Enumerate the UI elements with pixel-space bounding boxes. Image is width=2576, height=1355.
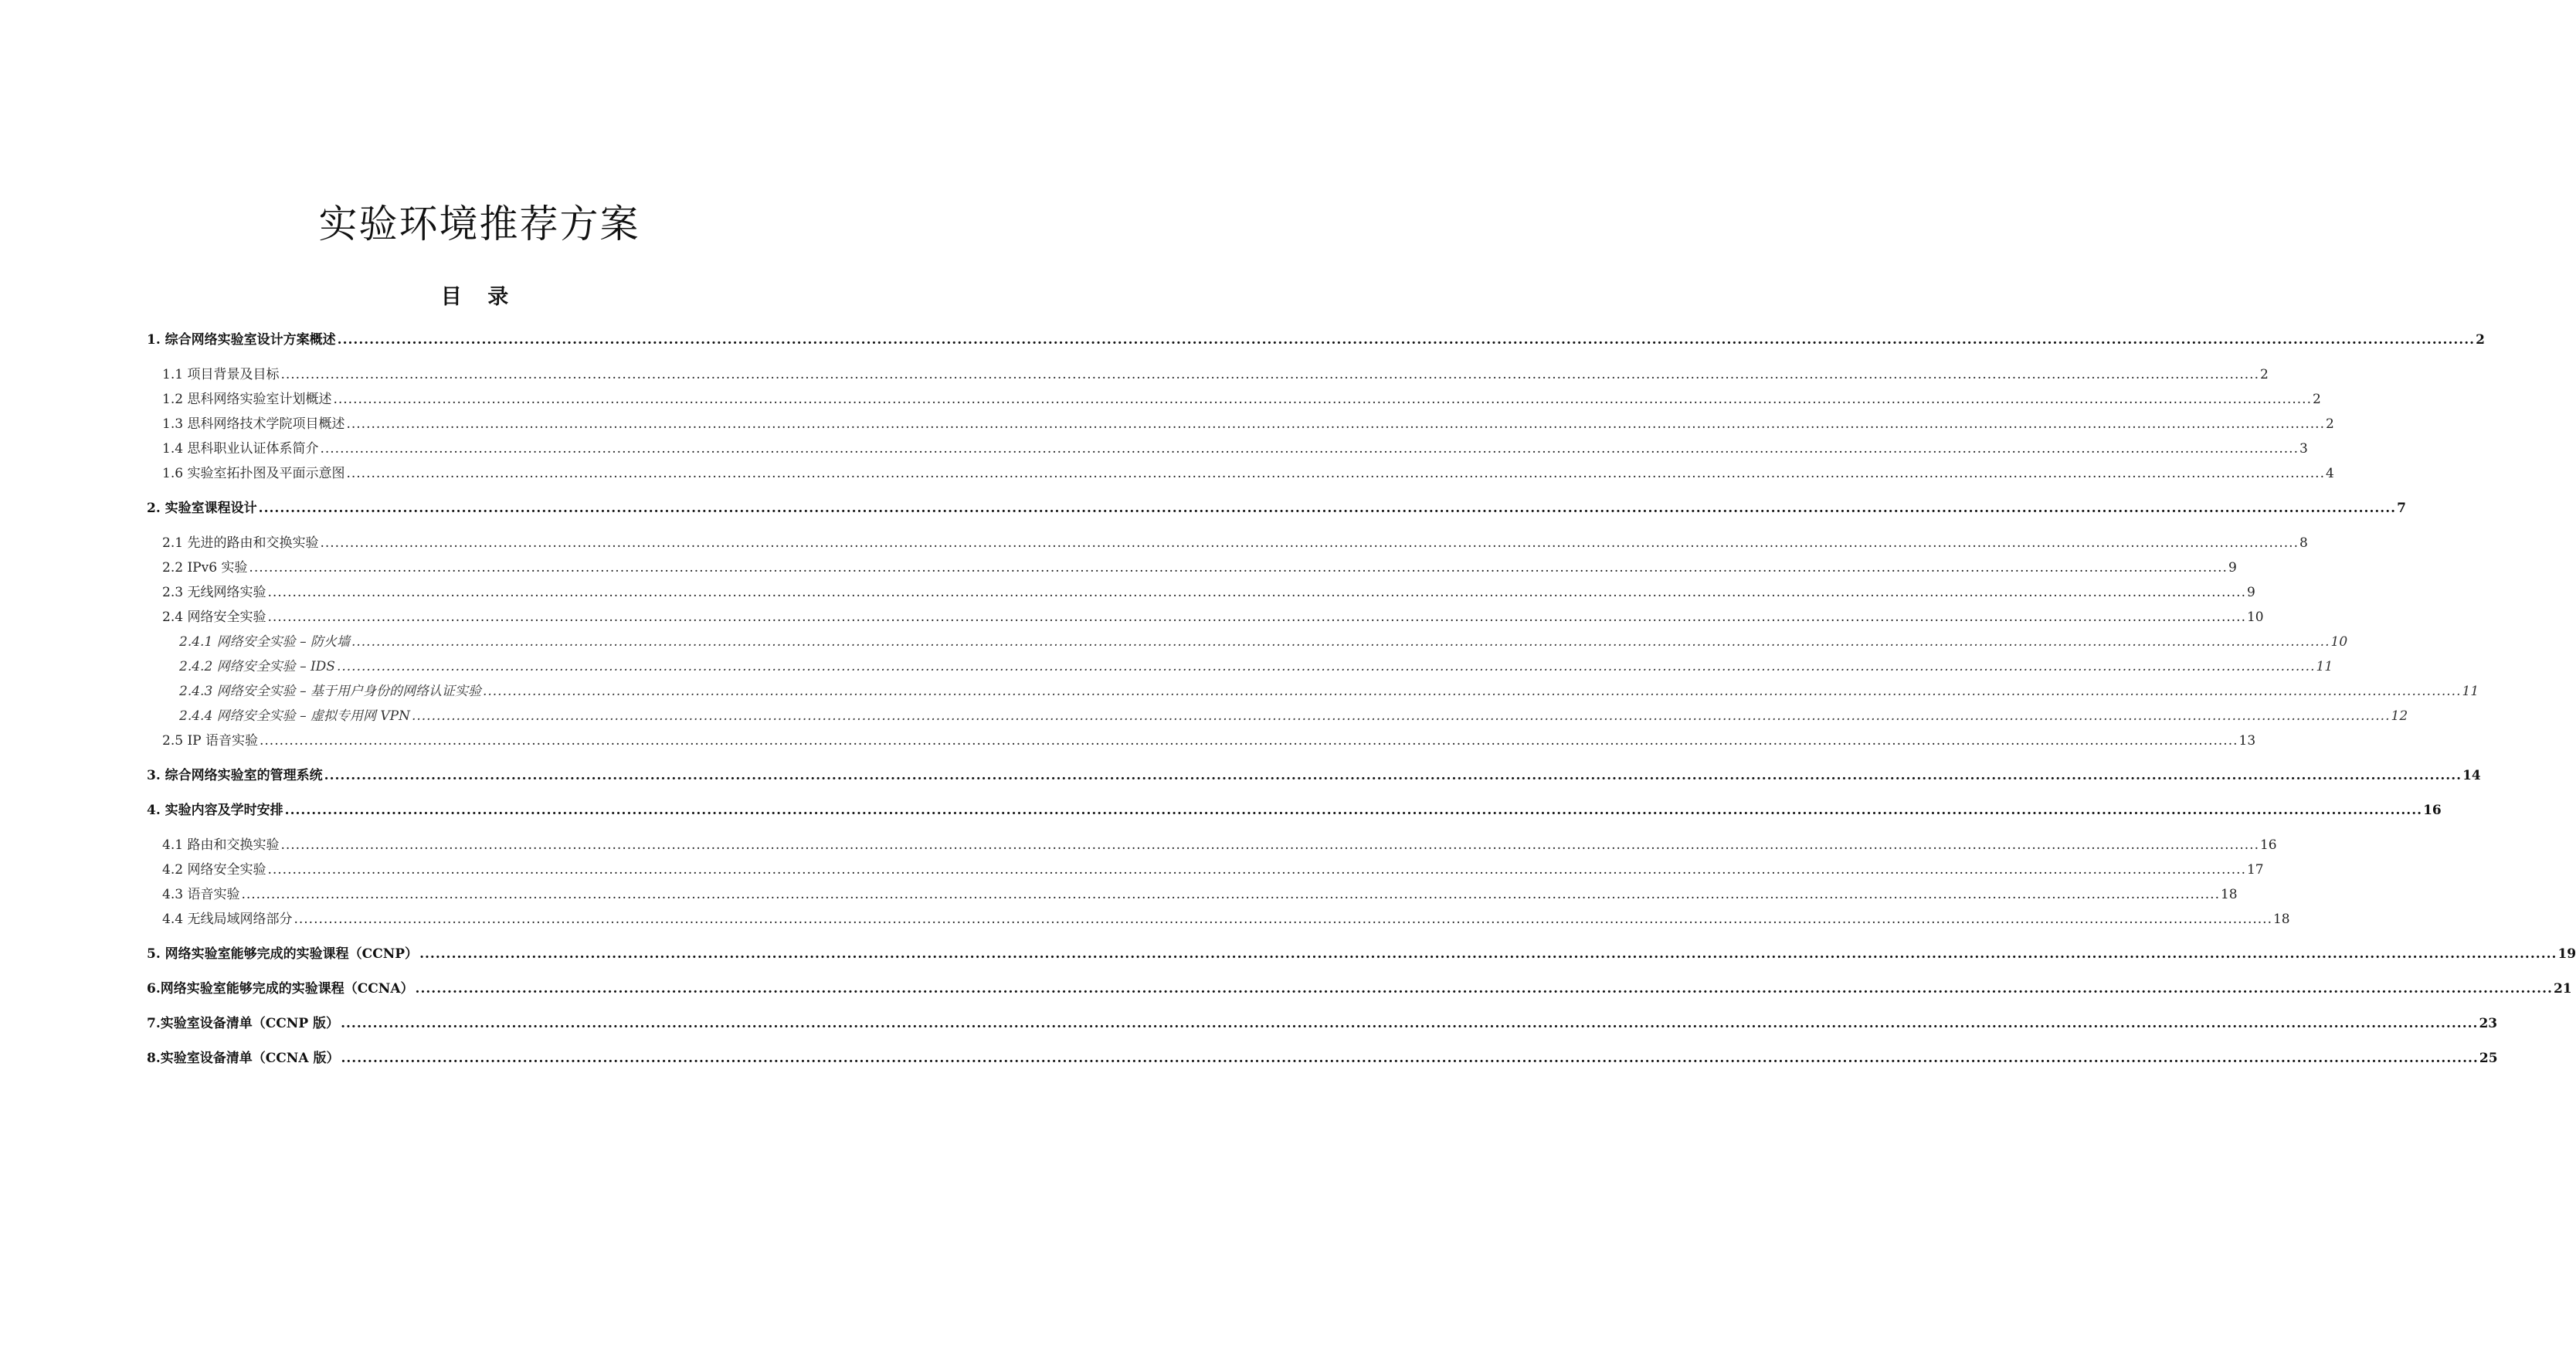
toc-dot-leader: ................................................................................................................................................................................................................................................................................................................................................................................................................ — [294, 912, 2272, 927]
toc-entry-label: 1.6 实验室拓扑图及平面示意图 — [162, 466, 345, 481]
toc-dot-leader: ................................................................................................................................................................................................................................................................................................................................................................................................................ — [280, 837, 2259, 853]
toc-entry-page-number: 11 — [2462, 684, 2479, 699]
toc-entry[interactable] — [179, 680, 2479, 703]
toc-dot-leader: ................................................................................................................................................................................................................................................................................................................................................................................................................ — [411, 708, 2391, 724]
toc-entry-label: 7.实验室设备清单（CCNP 版） — [147, 1016, 340, 1031]
toc-entry-label: 8.实验室设备清单（CCNA 版） — [147, 1051, 340, 1066]
toc-entry-label: 2.4.1 网络安全实验 – 防火墙 — [179, 634, 350, 650]
toc-entry[interactable] — [162, 834, 2277, 857]
toc-entry[interactable] — [162, 581, 2255, 604]
toc-entry[interactable] — [179, 705, 2408, 728]
toc-entry-page-number: 18 — [2220, 887, 2238, 902]
toc-entry-page-number: 9 — [2246, 585, 2255, 600]
toc-entry-page-number: 4 — [2325, 466, 2334, 481]
toc-dot-leader: ................................................................................................................................................................................................................................................................................................................................................................................................................ — [346, 416, 2325, 432]
toc-dot-leader: ................................................................................................................................................................................................................................................................................................................................................................................................................ — [336, 659, 2316, 674]
toc-entry-page-number: 25 — [2479, 1051, 2498, 1066]
toc-dot-leader: ................................................................................................................................................................................................................................................................................................................................................................................................................ — [341, 1016, 2479, 1031]
toc-entry[interactable] — [162, 556, 2237, 579]
toc-entry-page-number: 12 — [2391, 708, 2408, 724]
toc-entry-label: 2.2 IPv6 实验 — [162, 560, 248, 576]
toc-dot-leader: ................................................................................................................................................................................................................................................................................................................................................................................................................ — [241, 887, 2220, 902]
toc-entry-label: 2. 实验室课程设计 — [147, 501, 257, 516]
toc-entry-label: 1.4 思科职业认证体系简介 — [162, 441, 319, 457]
toc-dot-leader: ................................................................................................................................................................................................................................................................................................................................................................................................................ — [284, 803, 2423, 818]
toc-entry[interactable] — [162, 462, 2334, 485]
toc-dot-leader: ................................................................................................................................................................................................................................................................................................................................................................................................................ — [346, 466, 2325, 481]
toc-entry-page-number: 16 — [2423, 803, 2442, 818]
toc-dot-leader: ................................................................................................................................................................................................................................................................................................................................................................................................................ — [260, 733, 2238, 749]
toc-entry[interactable] — [147, 1047, 2498, 1070]
toc-dot-leader: ................................................................................................................................................................................................................................................................................................................................................................................................................ — [267, 585, 2246, 600]
toc-dot-leader: ................................................................................................................................................................................................................................................................................................................................................................................................................ — [320, 441, 2299, 457]
toc-entry-label: 2.1 先进的路由和交换实验 — [162, 535, 319, 551]
toc-entry-page-number: 16 — [2259, 837, 2277, 853]
toc-entry-page-number: 9 — [2228, 560, 2237, 576]
toc-entry[interactable] — [162, 388, 2321, 411]
toc-entry-page-number: 21 — [2553, 981, 2572, 997]
toc-entry-page-number: 17 — [2246, 862, 2264, 878]
toc-entry-page-number: 10 — [2246, 610, 2264, 625]
toc-dot-leader: ................................................................................................................................................................................................................................................................................................................................................................................................................ — [333, 392, 2312, 407]
toc-entry-page-number: 8 — [2299, 535, 2308, 551]
toc-entry-label: 4.3 语音实验 — [162, 887, 240, 902]
toc-entry[interactable] — [147, 1012, 2498, 1035]
toc-entry-page-number: 19 — [2557, 946, 2576, 962]
toc-entry-page-number: 7 — [2397, 501, 2406, 516]
toc-entry-label: 1.2 思科网络实验室计划概述 — [162, 392, 332, 407]
toc-entry-page-number: 2 — [2259, 367, 2269, 382]
toc-entry-page-number: 18 — [2272, 912, 2290, 927]
toc-entry[interactable] — [147, 799, 2442, 822]
toc-dot-leader: ................................................................................................................................................................................................................................................................................................................................................................................................................ — [419, 946, 2557, 962]
toc-entry-label: 4.2 网络安全实验 — [162, 862, 266, 878]
toc-entry[interactable] — [162, 363, 2269, 386]
toc-entry-page-number: 2 — [2312, 392, 2321, 407]
toc-entry-label: 3. 综合网络实验室的管理系统 — [147, 768, 323, 783]
toc-entry-label: 1. 综合网络实验室设计方案概述 — [147, 332, 336, 348]
toc-entry-page-number: 3 — [2299, 441, 2308, 457]
toc-entry-label: 2.3 无线网络实验 — [162, 585, 266, 600]
toc-dot-leader: ................................................................................................................................................................................................................................................................................................................................................................................................................ — [320, 535, 2299, 551]
toc-dot-leader: ................................................................................................................................................................................................................................................................................................................................................................................................................ — [351, 634, 2330, 650]
toc-entry[interactable] — [179, 655, 2333, 678]
toc-entry-label: 2.4 网络安全实验 — [162, 610, 266, 625]
toc-entry-label: 6.网络实验室能够完成的实验课程（CCNA） — [147, 981, 414, 997]
toc-dot-leader: ................................................................................................................................................................................................................................................................................................................................................................................................................ — [280, 367, 2259, 382]
toc-entry-label: 4.4 无线局域网络部分 — [162, 912, 293, 927]
toc-entry[interactable] — [162, 606, 2264, 629]
toc-entry-label: 2.5 IP 语音实验 — [162, 733, 258, 749]
toc-dot-leader: ................................................................................................................................................................................................................................................................................................................................................................................................................ — [258, 501, 2397, 516]
toc-entry-page-number: 13 — [2238, 733, 2256, 749]
toc-entry[interactable] — [147, 764, 2481, 787]
toc-entry-label: 5. 网络实验室能够完成的实验课程（CCNP） — [147, 946, 419, 962]
toc-entry-label: 2.4.3 网络安全实验 – 基于用户身份的网络认证实验 — [179, 684, 481, 699]
toc-entry-page-number: 2 — [2325, 416, 2334, 432]
toc-entry-label: 4.1 路由和交换实验 — [162, 837, 280, 853]
toc-entry-page-number: 14 — [2462, 768, 2481, 783]
toc-entry[interactable] — [162, 531, 2308, 555]
toc-dot-leader: ................................................................................................................................................................................................................................................................................................................................................................................................................ — [337, 332, 2476, 348]
toc-entry[interactable] — [162, 908, 2290, 931]
toc-dot-leader: ................................................................................................................................................................................................................................................................................................................................................................................................................ — [482, 684, 2462, 699]
toc-dot-leader: ................................................................................................................................................................................................................................................................................................................................................................................................................ — [249, 560, 2228, 576]
toc-entry[interactable] — [147, 942, 2576, 966]
toc-entry[interactable] — [162, 437, 2308, 460]
document-title: 实验环境推荐方案 — [318, 202, 640, 246]
toc-entry[interactable] — [147, 977, 2572, 1000]
toc-entry-page-number: 23 — [2479, 1016, 2498, 1031]
toc-entry-label: 2.4.2 网络安全实验 – IDS — [179, 659, 335, 674]
toc-dot-leader: ................................................................................................................................................................................................................................................................................................................................................................................................................ — [324, 768, 2462, 783]
toc-entry-label: 2.4.4 网络安全实验 – 虚拟专用网 VPN — [179, 708, 410, 724]
toc-dot-leader: ................................................................................................................................................................................................................................................................................................................................................................................................................ — [341, 1051, 2479, 1066]
toc-entry[interactable] — [162, 883, 2238, 906]
toc-entry-label: 1.3 思科网络技术学院项目概述 — [162, 416, 345, 432]
toc-entry-label: 1.1 项目背景及目标 — [162, 367, 280, 382]
toc-entry[interactable] — [147, 328, 2485, 351]
toc-dot-leader: ................................................................................................................................................................................................................................................................................................................................................................................................................ — [415, 981, 2553, 997]
toc-entry[interactable] — [179, 630, 2348, 654]
toc-entry-page-number: 2 — [2476, 332, 2485, 348]
toc-entry[interactable] — [162, 729, 2256, 752]
toc-heading: 目 录 — [440, 285, 518, 309]
toc-entry[interactable] — [147, 497, 2406, 520]
toc-entry-label: 4. 实验内容及学时安排 — [147, 803, 283, 818]
toc-entry[interactable] — [162, 413, 2334, 436]
toc-entry-page-number: 10 — [2330, 634, 2348, 650]
toc-entry[interactable] — [162, 858, 2264, 881]
toc-entry-page-number: 11 — [2316, 659, 2333, 674]
toc-dot-leader: ................................................................................................................................................................................................................................................................................................................................................................................................................ — [267, 610, 2246, 625]
toc-dot-leader: ................................................................................................................................................................................................................................................................................................................................................................................................................ — [267, 862, 2246, 878]
